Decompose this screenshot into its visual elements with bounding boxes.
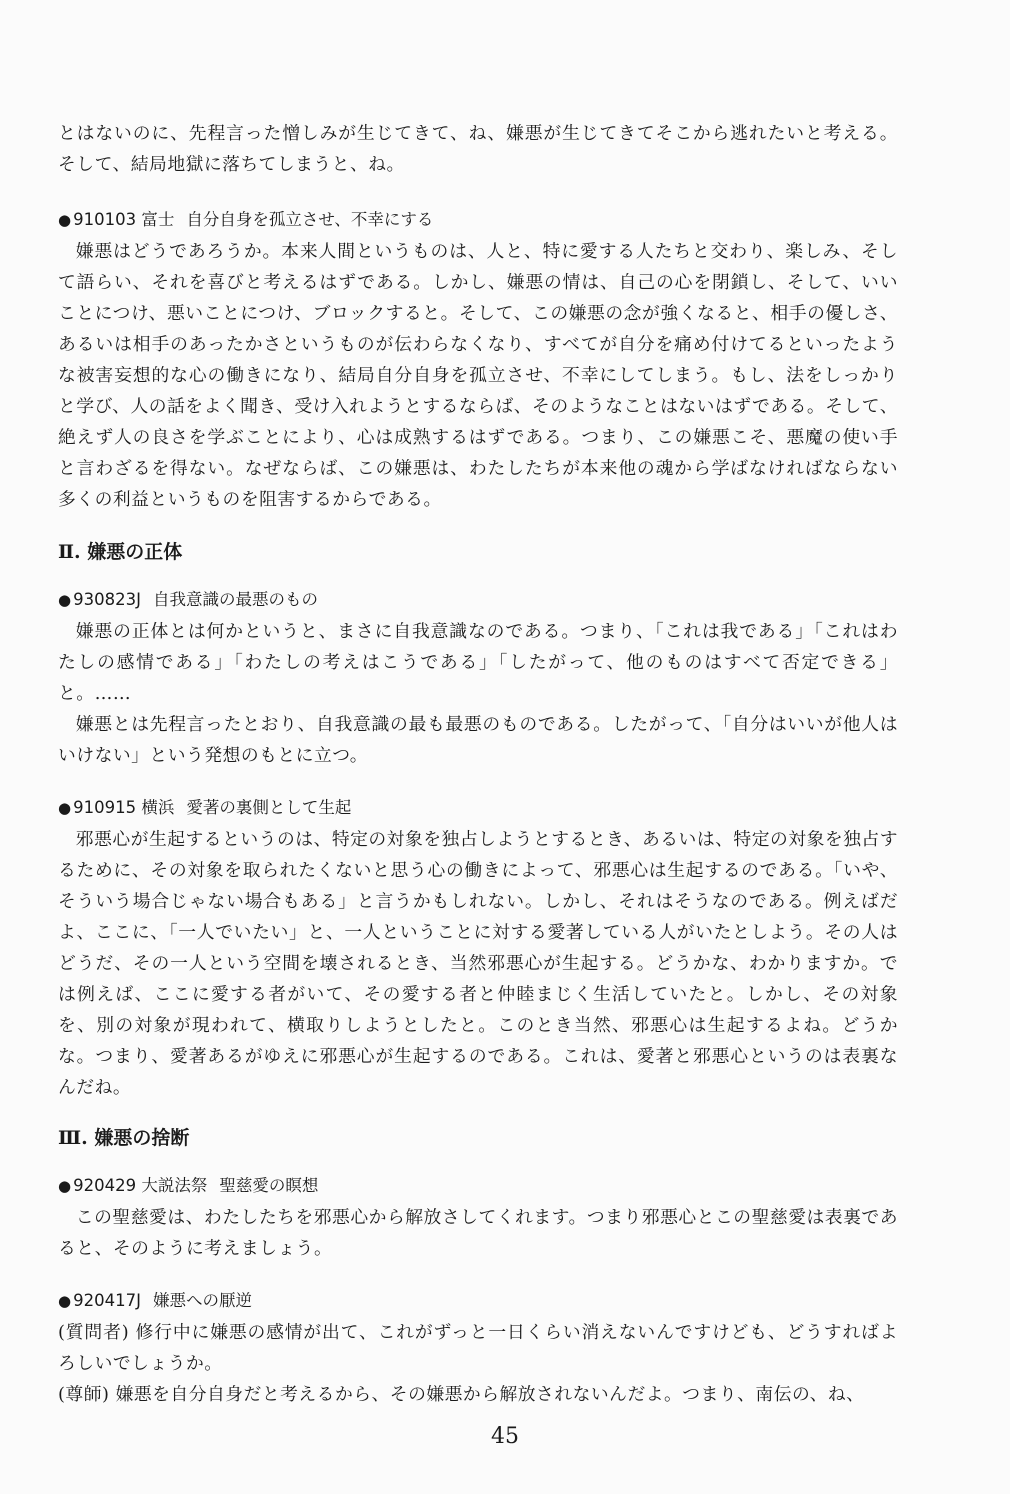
bullet-icon: ● (58, 1292, 72, 1310)
dialogue-paragraph: (質問者) 修行中に嫌悪の感情が出て、これがずっと一日くらい消えないんですけども、どうすればよろしいでしょうか。 (58, 1322, 898, 1374)
entry-heading-910915 (58, 795, 898, 821)
section-heading-3: Ⅲ. 嫌悪の捨断 (58, 1127, 190, 1149)
entry-paragraph: 嫌悪とは先程言ったとおり、自我意識の最も最悪のものである。したがって、「自分はいいが他人はいけない」という発想のもとに立つ。 (58, 714, 898, 766)
section-heading-2: Ⅱ. 嫌悪の正体 (58, 541, 183, 563)
page-content (58, 118, 898, 1410)
entry-title: 自分自身を孤立させ、不幸にする (186, 210, 434, 229)
entry-paragraph: 嫌悪はどうであろうか。本来人間というものは、人と、特に愛する人たちと交わり、楽しみ、そして語らい、それを喜びと考えるはずである。しかし、嫌悪の情は、自己の心を閉鎖し、そして、いいことにつけ、悪いことにつけ、ブロックすると。そして、この嫌悪の念が強くなると、相手の優しさ、あるいは相手のあったかさというものが伝わらなくなり、すべてが自分を痛め付けてるといったような被害妄想的な心の働きになり、結局自分自身を孤立させ、不幸にしてしまう。もし、法をしっかりと学び、人の話をよく聞き、受け入れようとするならば、そのようなことはないはずである。そして、絶えず人の良さを学ぶことにより、心は成熟するはずである。つまり、この嫌悪こそ、悪魔の使い手と言わざるを得ない。なぜならば、この嫌悪は、わたしたちが本来他の魂から学ばなければならない多くの利益というものを阻害するからである。 (58, 241, 898, 510)
entry-heading-930823J (58, 587, 898, 613)
entry-code: 930823J (73, 590, 141, 609)
entry-paragraph: この聖慈愛は、わたしたちを邪悪心から解放さしてくれます。つまり邪悪心とこの聖慈愛は表裏であると、そのように考えましょう。 (58, 1207, 898, 1259)
intro-paragraph: とはないのに、先程言った憎しみが生じてきて、ね、嫌悪が生じてきてそこから逃れたいと考える。そして、結局地獄に落ちてしまうと、ね。 (58, 123, 898, 175)
entry-code: 920417J (73, 1291, 141, 1310)
entry-code: 910915 横浜 (73, 798, 175, 817)
entry-heading-910103 (58, 207, 898, 233)
entry-title: 嫌悪への厭逆 (152, 1291, 252, 1310)
page-number: 45 (491, 1424, 519, 1449)
entry-title: 愛著の裏側として生起 (186, 798, 352, 817)
entry-code: 920429 大説法祭 (73, 1176, 208, 1195)
bullet-icon: ● (58, 1177, 72, 1195)
entry-code: 910103 富士 (73, 210, 175, 229)
bullet-icon: ● (58, 211, 72, 229)
entry-heading-920417J (58, 1288, 898, 1314)
dialogue-paragraph: (尊師) 嫌悪を自分自身だと考えるから、その嫌悪から解放されないんだよ。つまり、南伝の、ね、 (58, 1384, 865, 1405)
entry-title: 自我意識の最悪のもの (152, 590, 318, 609)
bullet-icon: ● (58, 591, 72, 609)
entry-title: 聖慈愛の瞑想 (219, 1176, 319, 1195)
entry-paragraph: 嫌悪の正体とは何かというと、まさに自我意識なのである。つまり、「これは我である」「これはわたしの感情である」「わたしの考えはこうである」「したがって、他のものはすべて否定できる」と。…… (58, 621, 898, 704)
entry-heading-920429 (58, 1173, 898, 1199)
entry-paragraph: 邪悪心が生起するというのは、特定の対象を独占しようとするとき、あるいは、特定の対象を独占するために、その対象を取られたくないと思う心の働きによって、邪悪心は生起するのである。「いや、そういう場合じゃない場合もある」と言うかもしれない。しかし、それはそうなのである。例えばだよ、ここに、「一人でいたい」と、一人ということに対する愛著している人がいたとしよう。その人はどうだ、その一人という空間を壊されるとき、当然邪悪心が生起する。どうかな、わかりますか。では例えば、ここに愛する者がいて、その愛する者と仲睦まじく生活していたと。しかし、その対象を、別の対象が現われて、横取りしようとしたと。このとき当然、邪悪心は生起するよね。どうかな。つまり、愛著あるがゆえに邪悪心が生起するのである。これは、愛著と邪悪心というのは表裏なんだね。 (58, 829, 898, 1098)
bullet-icon: ● (58, 799, 72, 817)
